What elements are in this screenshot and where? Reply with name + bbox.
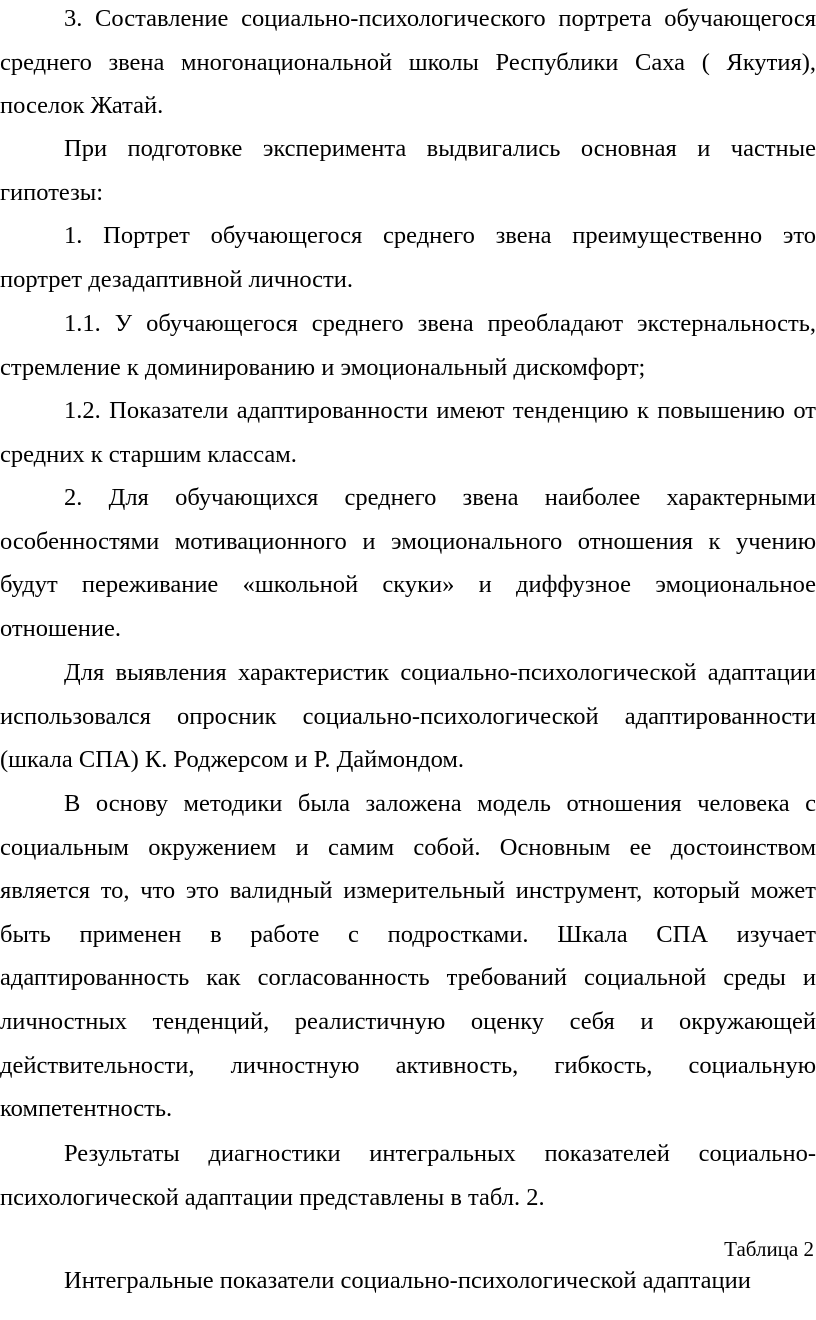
paragraph-method-description: В основу методики была заложена модель отношения человека с социальным окружением и самим собой. Основным ее достоинством является то, что это валидный измерительный инструмент, который может быть применен в работе с подростками. Шкала СПА изучает адаптированность как согласованность требований социальной среды и личностных тенденций, реалистичную оценку себя и окружающей действительности, личностную активность, гибкость, социальную компетентность.: [0, 790, 816, 1123]
paragraph-hypothesis-2: 2. Для обучающихся среднего звена наиболее характерными особенностями мотивационного и эмоционального отношения к учению будут переживание «школьной скуки» и диффузное эмоциональное отношение.: [0, 484, 816, 642]
paragraph-section-3-heading: 3. Составление социально-психологического портрета обучающегося среднего звена многонациональной школы Республики Саха ( Якутия), поселок Жатай.: [0, 5, 816, 120]
paragraph-hypothesis-1-2: 1.2. Показатели адаптированности имеют тенденцию к повышению от средних к старшим классам.: [0, 397, 816, 468]
paragraph-hypothesis-1-1: 1.1. У обучающегося среднего звена преобладают экстернальность, стремление к доминированию и эмоциональный дискомфорт;: [0, 310, 816, 381]
paragraph-hypothesis-1: 1. Портрет обучающегося среднего звена преимущественно это портрет дезадаптивной личности.: [0, 222, 816, 293]
paragraph-hypotheses-intro: При подготовке эксперимента выдвигались основная и частные гипотезы:: [0, 135, 816, 206]
paragraph-results: Результаты диагностики интегральных показателей социально-психологической адаптации представлены в табл. 2.: [0, 1140, 816, 1211]
table-label: Таблица 2: [724, 1237, 814, 1261]
table-caption: Интегральные показатели социально-психологической адаптации: [64, 1267, 751, 1294]
paragraph-spa-method: Для выявления характеристик социально-психологической адаптации использовался опросник социально-психологической адаптированности (шкала СПА) К. Роджерсом и Р. Даймондом.: [0, 659, 816, 774]
